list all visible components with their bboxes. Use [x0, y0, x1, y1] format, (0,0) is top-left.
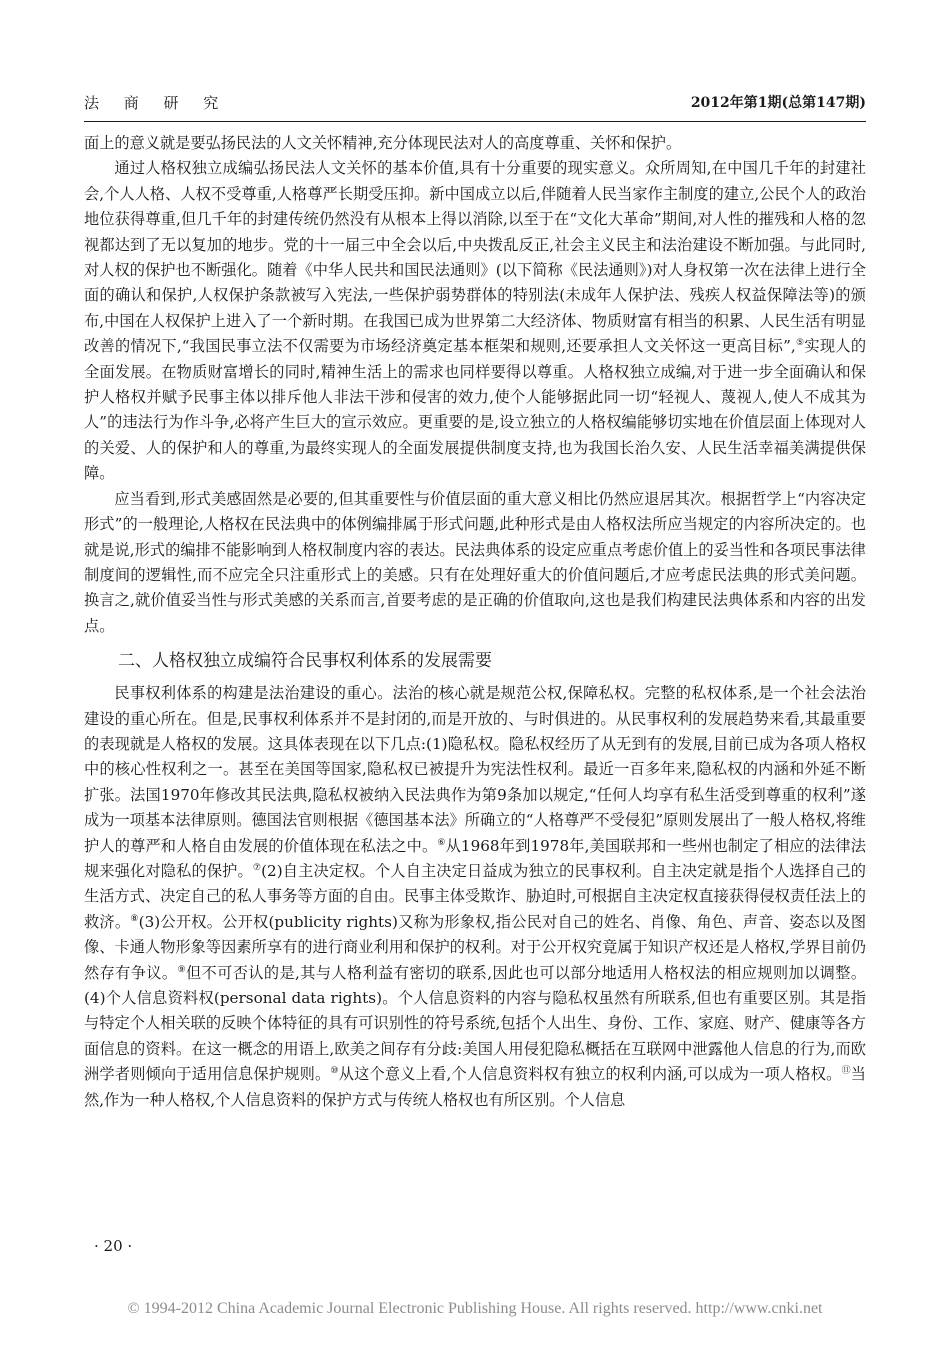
- footnote-marker: ⑨: [177, 964, 186, 975]
- footnote-marker: ⑤: [795, 338, 805, 349]
- paragraph: 面上的意义就是要弘扬民法的人文关怀精神,充分体现民法对人的高度尊重、关怀和保护。: [84, 134, 682, 152]
- running-header: [84, 92, 866, 116]
- footnote-marker: ⑦: [252, 862, 262, 873]
- footnote-marker: ⑩: [330, 1066, 339, 1077]
- footnote-marker: ⑧: [130, 913, 139, 924]
- issue-info: 2012年第1期(总第147期): [690, 95, 866, 111]
- paragraph: 民事权利体系的构建是法治建设的重心。法治的核心就是规范公权,保障私权。完整的私权体系,是一个社会法治建设的重心所在。但是,民事权利体系并不是封闭的,而是开放的、与时俱进的。从民事权利的发展趋势来看,其最重要的表现就是人格权的发展。这具体表现在以下几点:(1)隐私权。隐私权经历了从无到有的发展,目前已成为各项人格权中的核心性权利之一。甚至在美国等国家,隐私权已被提升为宪法性权利。最近一百多年来,隐私权的内涵和外延不断扩张。法国1970年修改其民法典,隐私权被纳入民法典作为第9条加以规定,“任何人均享有私生活受到尊重的权利”遂成为一项基本法律原则。德国法官则根据《德国基本法》所确立的“人格尊严不受侵犯”原则发展出了一般人格权,将维护人的尊严和人格自由发展的价值体现在私法之中。⑥从1968年到1978年,美国联邦和一些州也制定了相应的法律法规来强化对隐私的保护。⑦(2)自主决定权。个人自主决定日益成为独立的民事权利。自主决定就是指个人选择自己的生活方式、决定自己的私人事务等方面的自由。民事主体受欺诈、胁迫时,可根据自主决定权直接获得侵权责任法上的救济。⑧(3)公开权。公开权(publicity rights)又称为形象权,指公民对自己的姓名、肖像、角色、声音、姿态以及图像、卡通人物形象等因素所享有的进行商业利用和保护的权利。对于公开权究竟属于知识产权还是人格权,学界目前仍然存有争议。⑨但不可否认的是,其与人格利益有密切的联系,因此也可以部分地适用人格权法的相应规则加以调整。(4)个人信息资料权(personal data rights)。个人信息资料的内容与隐私权虽然有所联系,但也有重要区别。其是指与特定个人相关联的反映个体特征的具有可识别性的符号系统,包括个人出生、身份、工作、家庭、财产、健康等各方面信息的资料。在这一概念的用语上,欧美之间存有分歧:美国人用侵犯隐私概括在互联网中泄露他人信息的行为,而欧洲学者则倾向于适用信息保护规则。⑩从这个意义上看,个人信息资料权有独立的权利内涵,可以成为一项人格权。⑪当然,作为一种人格权,个人信息资料的保护方式与传统人格权也有所区别。个人信息: [84, 684, 867, 1109]
- footnote-marker: ⑥: [437, 837, 446, 848]
- paragraph: 应当看到,形式美感固然是必要的,但其重要性与价值层面的重大意义相比仍然应退居其次。根据哲学上“内容决定形式”的一般理论,人格权在民法典中的体例编排属于形式问题,此种形式是由人格权法所应当规定的内容所决定的。也就是说,形式的编排不能影响到人格权制度内容的表达。民法典体系的设定应重点考虑价值上的妥当性和各项民事法律制度间的逻辑性,而不应完全只注重形式上的美感。只有在处理好重大的价值问题后,才应考虑民法典的形式美问题。换言之,就价值妥当性与形式美感的关系而言,首要考虑的是正确的价值取向,这也是我们构建民法典体系和内容的出发点。: [84, 489, 866, 635]
- journal-title: 法 商 研 究: [84, 94, 229, 112]
- footnote-marker: ⑪: [841, 1066, 851, 1077]
- copyright-footer: © 1994-2012 China Academic Journal Electronic Publishing House. All rights reserved. http://www.cnki.net: [127, 1300, 823, 1317]
- paragraph: 通过人格权独立成编弘扬民法人文关怀的基本价值,具有十分重要的现实意义。众所周知,在中国几千年的封建社会,个人人格、人权不受尊重,人格尊严长期受压抑。新中国成立以后,伴随着人民当家作主制度的建立,公民个人的政治地位获得尊重,但几千年的封建传统仍然没有从根本上得以消除,以至于在“文化大革命”期间,对人性的摧残和人格的忽视都达到了无以复加的地步。党的十一届三中全会以后,中央拨乱反正,社会主义民主和法治建设不断加强。与此同时,对人权的保护也不断强化。随着《中华人民共和国民法通则》(以下简称《民法通则》)对人身权第一次在法律上进行全面的确认和保护,人权保护条款被写入宪法,一些保护弱势群体的特别法(未成年人保护法、残疾人权益保障法等)的颁布,中国在人权保护上进入了一个新时期。在我国已成为世界第二大经济体、物质财富有相当的积累、人民生活有明显改善的情况下,“我国民事立法不仅需要为市场经济奠定基本框架和规则,还要承担人文关怀这一更高目标”,⑤实现人的全面发展。在物质财富增长的同时,精神生活上的需求也同样要得以尊重。人格权独立成编,对于进一步全面确认和保护人格权并赋予民事主体以排斥他人非法干涉和侵害的效力,使个人能够据此同一切“轻视人、蔑视人,使人不成其为人”的违法行为作斗争,必将产生巨大的宣示效应。更重要的是,设立独立的人格权编能够切实地在价值层面上体现对人的关爱、人的保护和人的尊重,为最终实现人的全面发展提供制度支持,也为我国长治久安、人民生活幸福美满提供保障。: [84, 159, 867, 483]
- article-body: [84, 131, 866, 1113]
- section-heading: 二、人格权独立成编符合民事权利体系的发展需要: [118, 651, 492, 672]
- header-rule: [84, 121, 866, 122]
- page-number: · 20 ·: [94, 1237, 133, 1255]
